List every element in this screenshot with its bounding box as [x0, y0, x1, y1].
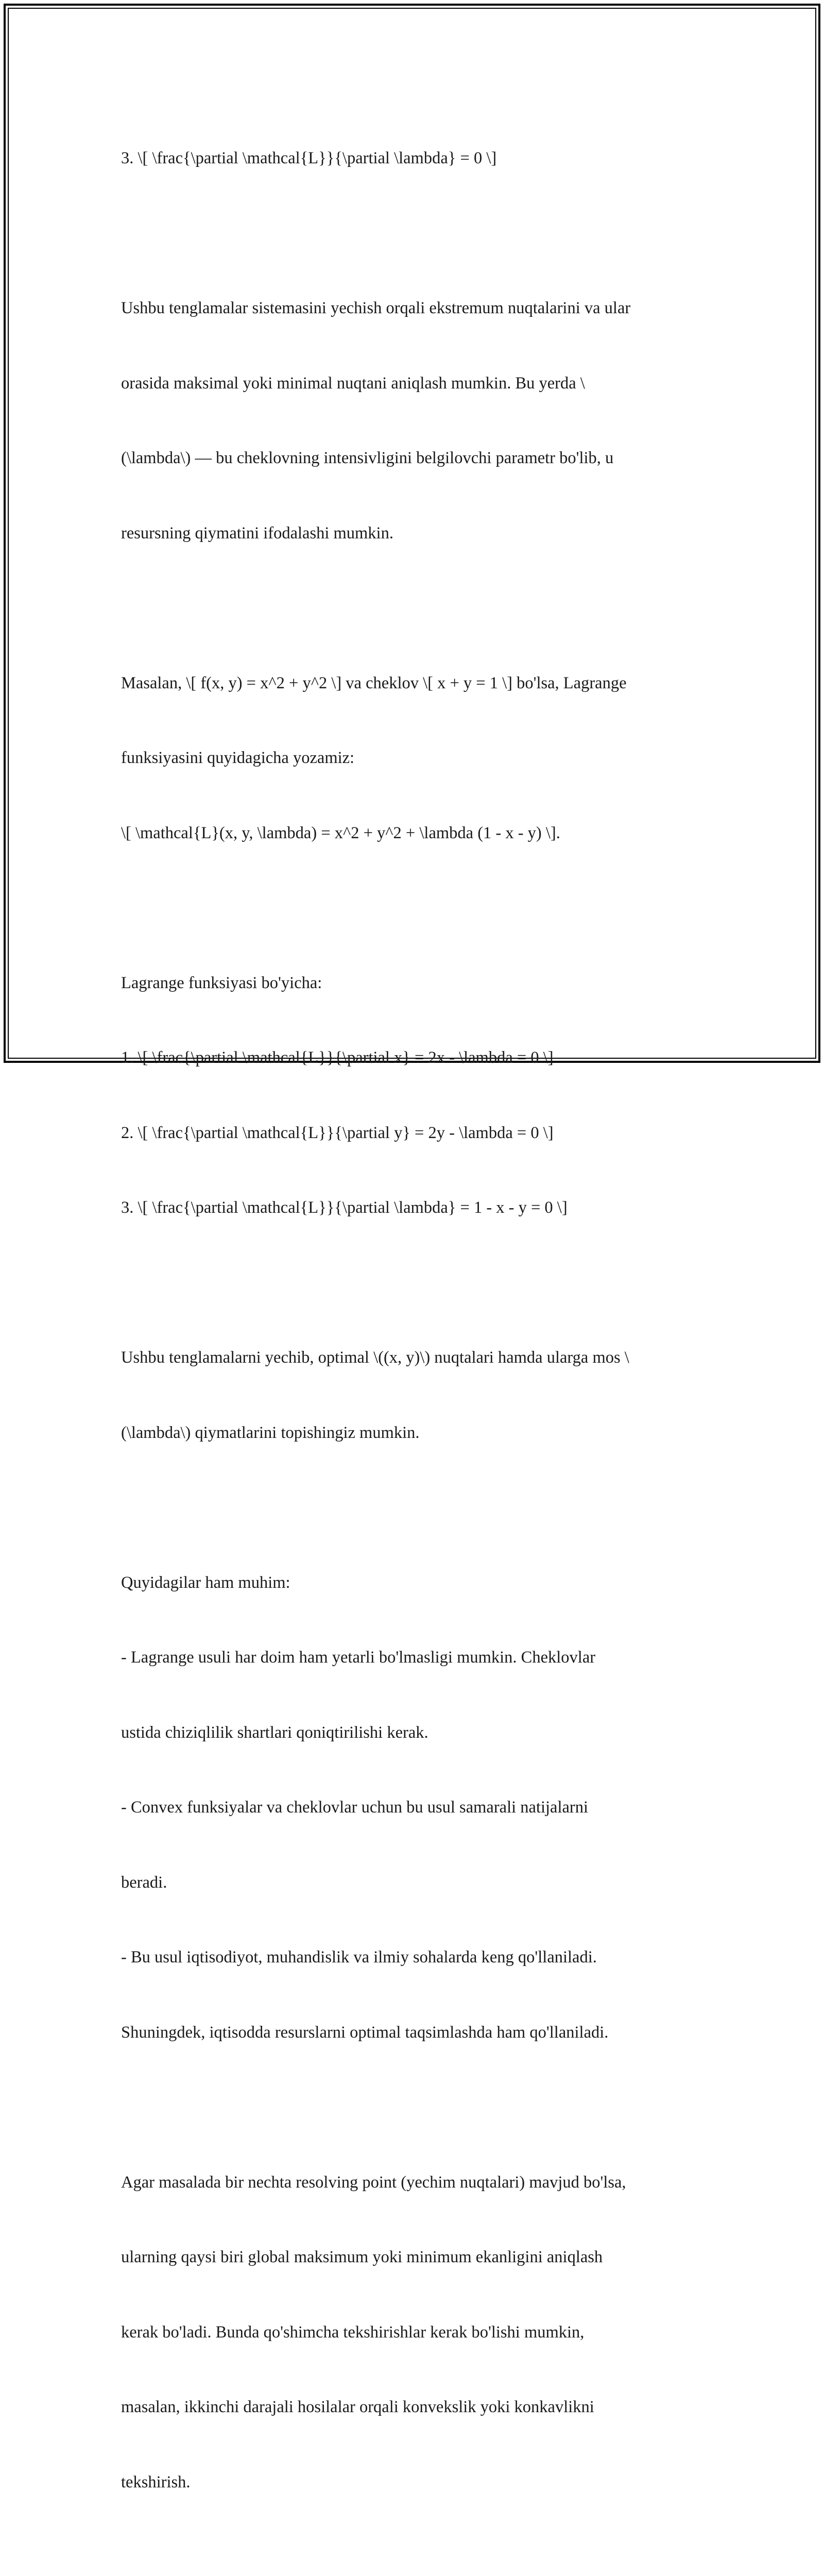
text-line: funksiyasini quyidagicha yozamiz:: [121, 745, 703, 771]
text-line: 3. \[ \frac{\partial \mathcal{L}}{\partial \lambda} = 1 - x - y = 0 \]: [121, 1195, 703, 1221]
text-line: Agar masalada bir nechta resolving point (yechim nuqtalari) mavjud bo'lsa,: [121, 2170, 703, 2195]
text-line: (\lambda\) — bu cheklovning intensivligini belgilovchi parametr bo'lib, u: [121, 446, 703, 471]
paragraph-system-explanation: [121, 246, 703, 596]
text-line: kerak bo'ladi. Bunda qo'shimcha tekshirishlar kerak bo'lishi mumkin,: [121, 2320, 703, 2345]
text-line: Ushbu tenglamalar sistemasini yechish orqali ekstremum nuqtalarini va ular: [121, 296, 703, 321]
text-line: - Bu usul iqtisodiyot, muhandislik va ilmiy sohalarda keng qo'llaniladi.: [121, 1945, 703, 1970]
paragraph-solution: [121, 1295, 703, 1495]
document-body: [121, 96, 703, 2576]
text-line: (\lambda\) qiymatlarini topishingiz mumkin.: [121, 1420, 703, 1446]
text-line: 3. \[ \frac{\partial \mathcal{L}}{\partial \lambda} = 0 \]: [121, 146, 703, 171]
paragraph-derivative-lambda: [121, 96, 703, 221]
text-line: orasida maksimal yoki minimal nuqtani aniqlash mumkin. Bu yerda \: [121, 371, 703, 396]
text-line: - Convex funksiyalar va cheklovlar uchun bu usul samarali natijalarni: [121, 1795, 703, 1820]
text-line: Ushbu tenglamalarni yechib, optimal \((x, y)\) nuqtalari hamda ularga mos \: [121, 1345, 703, 1370]
text-line: masalan, ikkinchi darajali hosilalar orqali konvekslik yoki konkavlikni: [121, 2395, 703, 2420]
text-line: 1. \[ \frac{\partial \mathcal{L}}{\partial x} = 2x - \lambda = 0 \]: [121, 1045, 703, 1071]
text-line: 2. \[ \frac{\partial \mathcal{L}}{\partial y} = 2y - \lambda = 0 \]: [121, 1121, 703, 1146]
text-line: Shuningdek, iqtisodda resurslarni optimal taqsimlashda ham qo'llaniladi.: [121, 2020, 703, 2045]
text-line: Lagrange funksiyasi bo'yicha:: [121, 971, 703, 996]
text-line: ularning qaysi biri global maksimum yoki minimum ekanligini aniqlash: [121, 2245, 703, 2270]
text-line: Masalan, \[ f(x, y) = x^2 + y^2 \] va cheklov \[ x + y = 1 \] bo'lsa, Lagrange: [121, 671, 703, 696]
paragraph-conclusion: [121, 2570, 703, 2576]
paragraph-important-notes: [121, 1520, 703, 2095]
paragraph-lagrange-equations: [121, 921, 703, 1270]
paragraph-multiple-points: [121, 2120, 703, 2545]
text-line: resursning qiymatini ifodalashi mumkin.: [121, 521, 703, 546]
text-line: \[ \mathcal{L}(x, y, \lambda) = x^2 + y^2 + \lambda (1 - x - y) \].: [121, 821, 703, 846]
text-line: - Lagrange usuli har doim ham yetarli bo'lmasligi mumkin. Cheklovlar: [121, 1645, 703, 1670]
text-line: ustida chiziqlilik shartlari qoniqtirilishi kerak.: [121, 1720, 703, 1745]
text-line: tekshirish.: [121, 2470, 703, 2495]
text-line: beradi.: [121, 1870, 703, 1895]
paragraph-example: [121, 621, 703, 896]
text-line: Quyidagilar ham muhim:: [121, 1570, 703, 1596]
